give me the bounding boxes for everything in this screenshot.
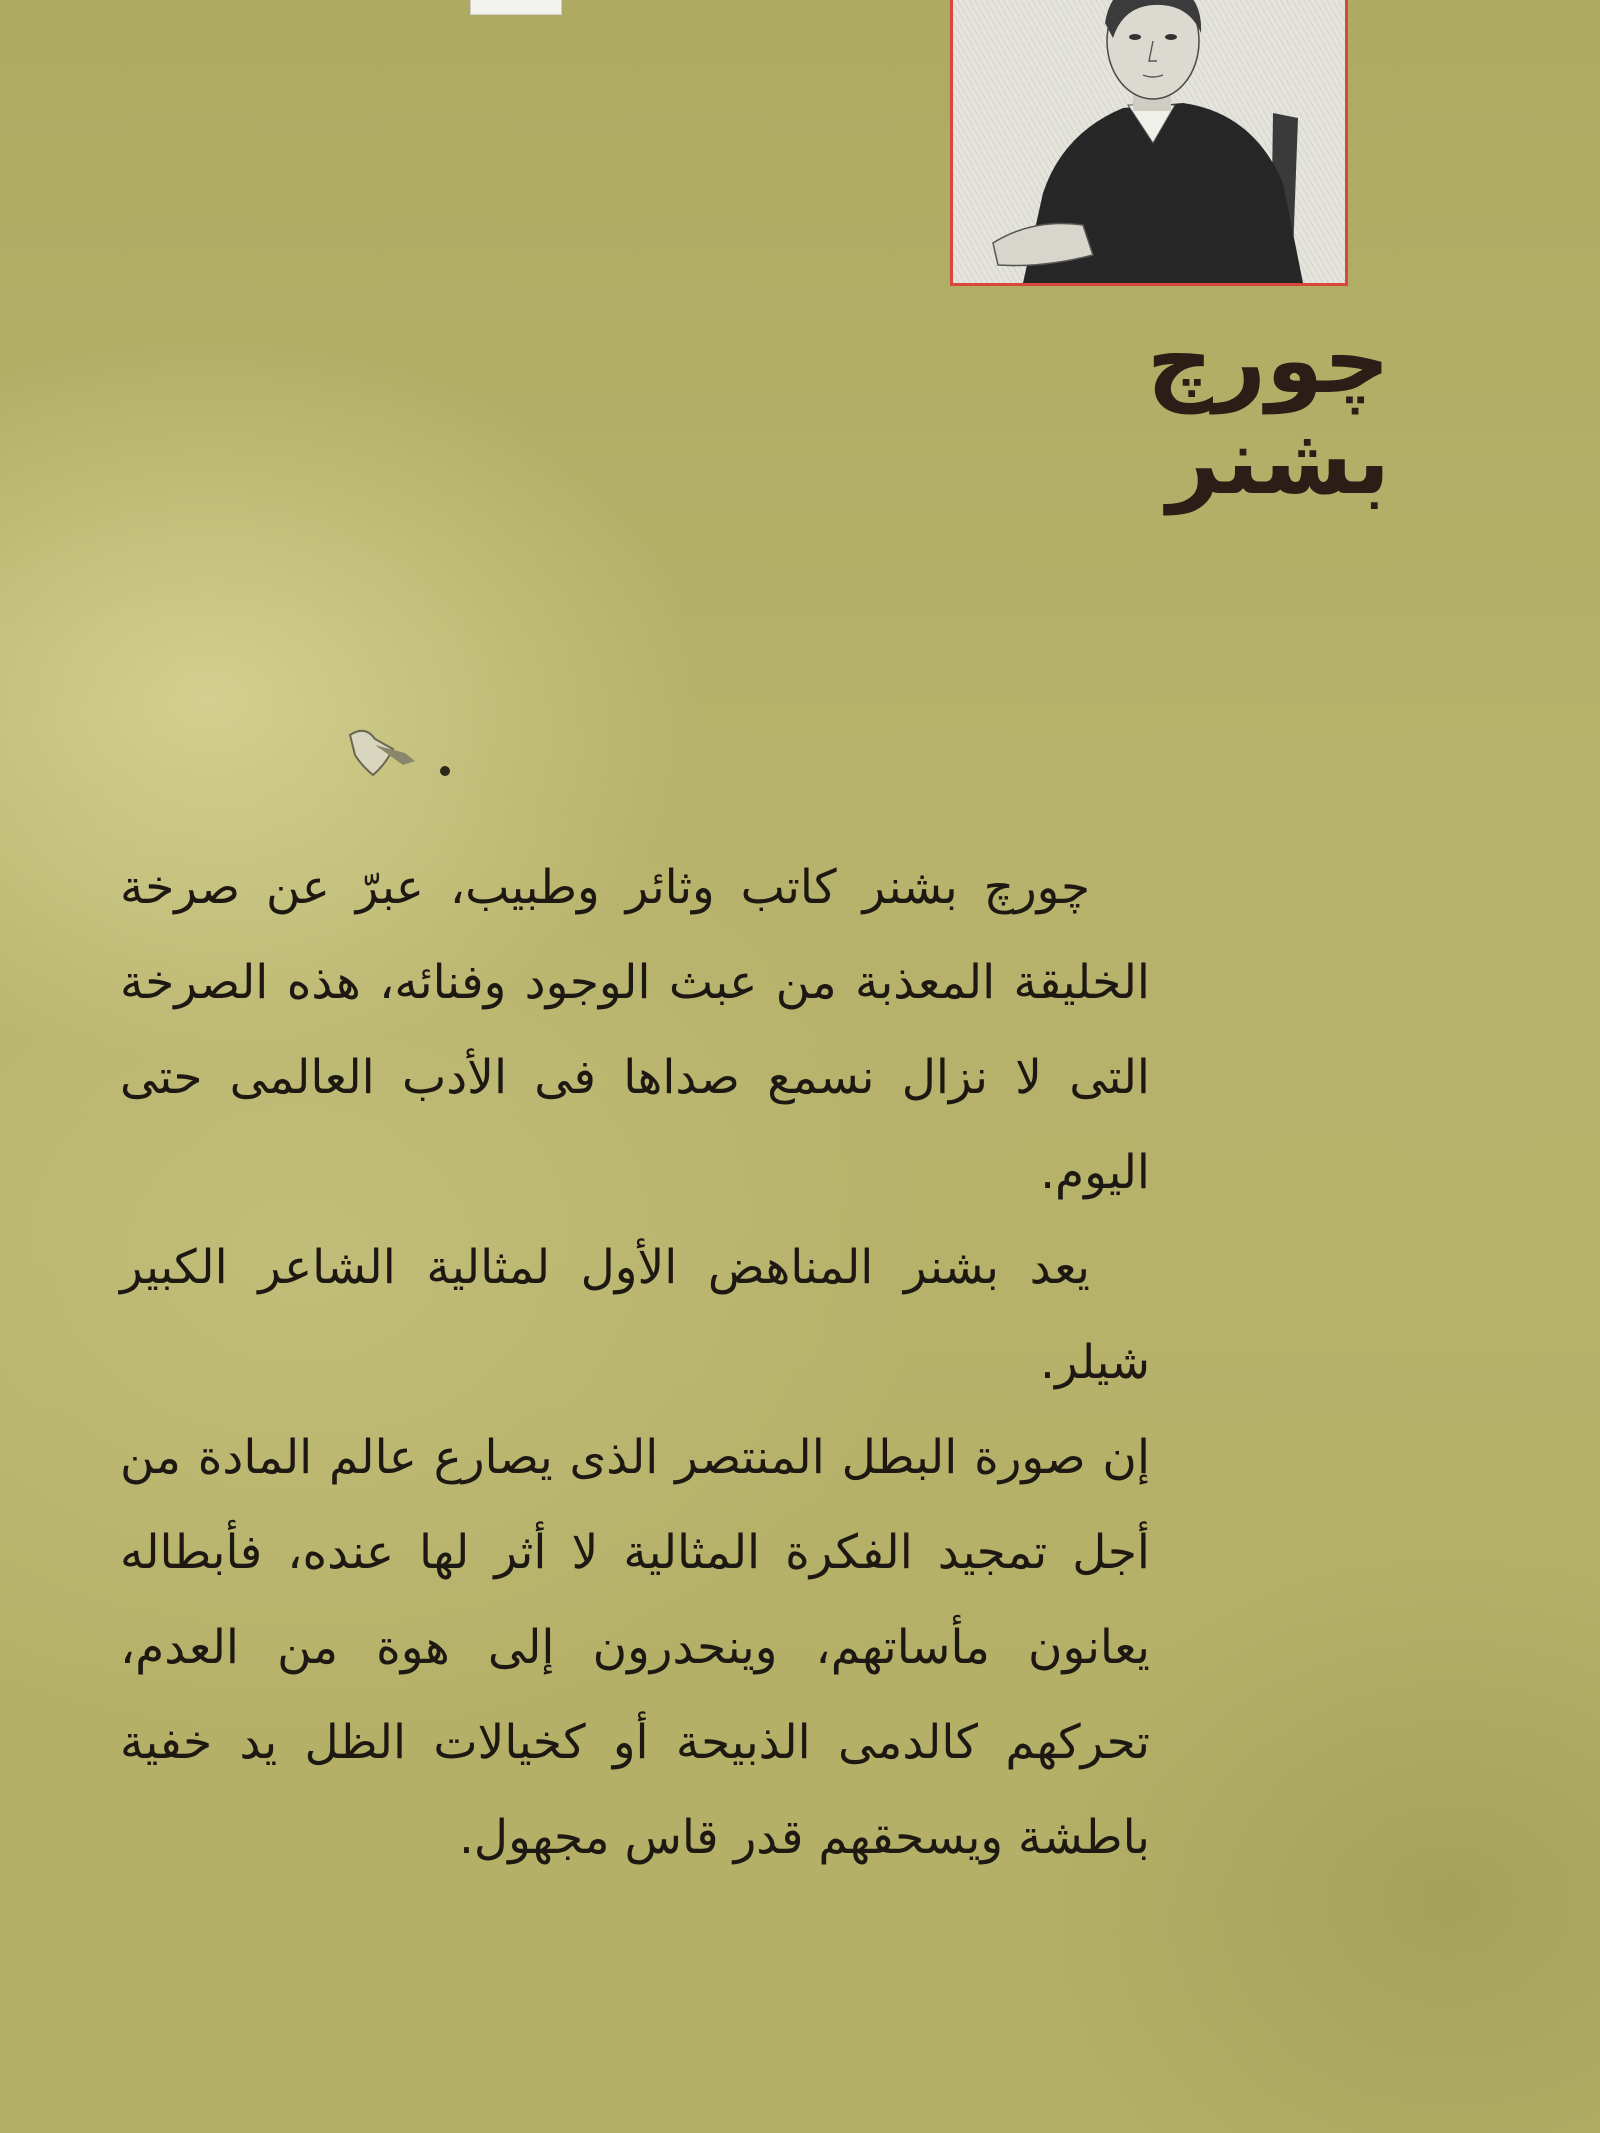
synopsis-paragraph-2: يعد بشنر المناهض الأول لمثالية الشاعر الكبير شيلر. (120, 1240, 1150, 1390)
price-sticker (470, 0, 562, 15)
paper-damage-mark-icon (345, 725, 455, 785)
synopsis-paragraph-3: إن صورة البطل المنتصر الذى يصارع عالم المادة من أجل تمجيد الفكرة المثالية لا أثر لها عنده، فأبطاله يعانون مأساتهم، وينحدرون إلى هوة من العدم، تحركهم كالدمى الذبيحة أو كخيالات الظل يد خفية باطشة ويسحقهم قدر قاس مجهول. (120, 1430, 1150, 1865)
synopsis-paragraph-1: چورچ بشنر كاتب وثائر وطبيب، عبرّ عن صرخة الخليقة المعذبة من عبث الوجود وفنائه، هذه الصرخة التى لا نزال نسمع صداها فى الأدب العالمى حتى اليوم. (120, 860, 1150, 1200)
portrait-engraving-icon (953, 0, 1345, 283)
author-portrait (950, 0, 1348, 286)
book-title: چورچ بشنر (1146, 307, 1390, 516)
synopsis (120, 840, 1150, 1885)
